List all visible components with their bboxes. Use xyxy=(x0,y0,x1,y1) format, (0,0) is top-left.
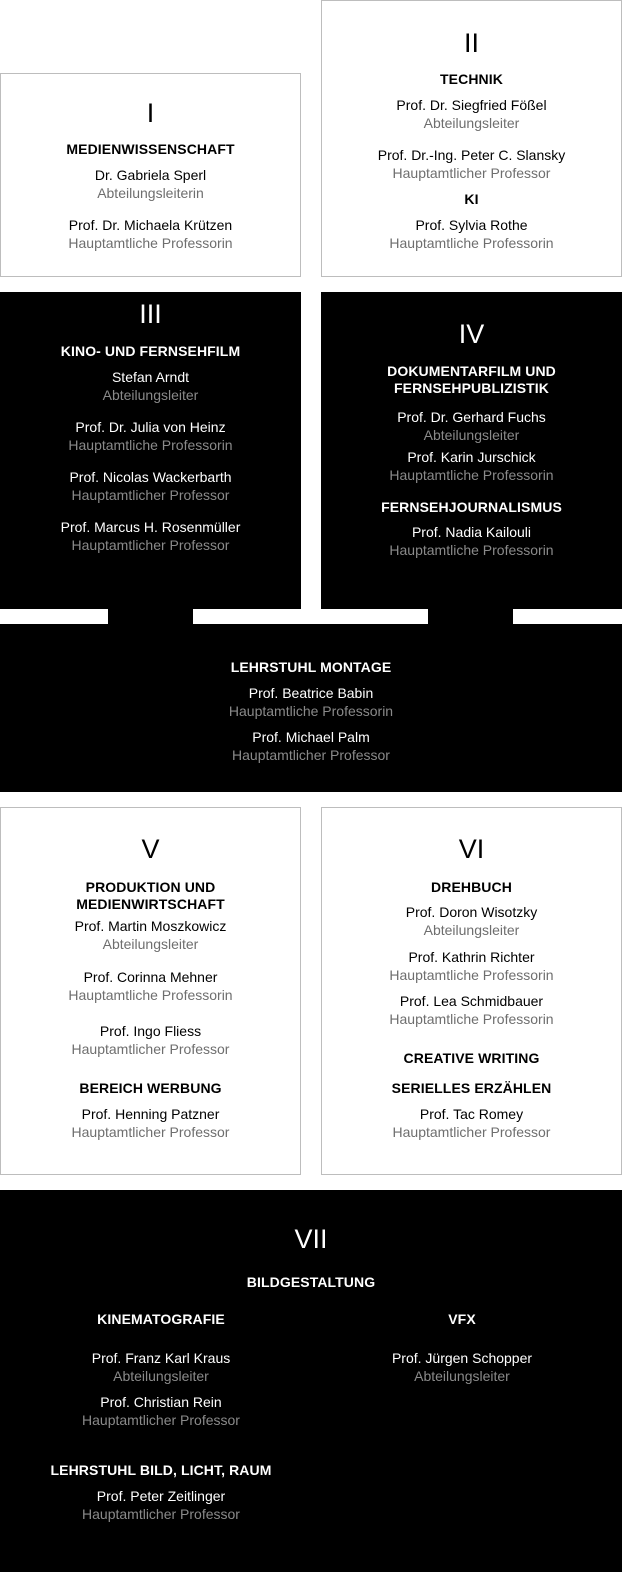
person-role: Hauptamtlicher Professor xyxy=(392,1124,551,1140)
section-ii xyxy=(321,0,622,277)
subsection-heading: VFX xyxy=(448,1311,476,1327)
person-name: Prof. Dr. Siegfried Fößel xyxy=(396,97,547,113)
person-role: Hauptamtlicher Professor xyxy=(232,747,390,763)
person-role: Hauptamtliche Professorin xyxy=(68,987,233,1003)
subsection-heading: BEREICH WERBUNG xyxy=(79,1080,222,1096)
person-name: Prof. Christian Rein xyxy=(100,1394,222,1410)
person-name: Prof. Michael Palm xyxy=(252,729,370,745)
section-heading: DREHBUCH xyxy=(431,879,512,895)
section-i xyxy=(0,73,301,277)
person-role: Hauptamtlicher Professor xyxy=(82,1506,240,1522)
person-role: Abteilungsleiter xyxy=(102,936,199,952)
person-role: Abteilungsleiter xyxy=(113,1368,209,1384)
person-name: Prof. Franz Karl Kraus xyxy=(91,1350,231,1366)
person-name: Prof. Sylvia Rothe xyxy=(415,217,528,233)
person-role: Hauptamtlicher Professor xyxy=(71,487,230,503)
section-numeral: I xyxy=(146,98,155,128)
person-name: Prof. Kathrin Richter xyxy=(408,949,535,965)
person-role: Abteilungsleiter xyxy=(423,922,520,938)
person-name: Prof. Henning Patzner xyxy=(81,1106,220,1122)
person-name: Prof. Tac Romey xyxy=(419,1106,524,1122)
person-role: Hauptamtlicher Professor xyxy=(71,537,230,553)
section-numeral: IV xyxy=(458,319,485,349)
section-numeral: III xyxy=(139,299,162,329)
section-heading: TECHNIK xyxy=(440,71,503,87)
person-name: Stefan Arndt xyxy=(111,369,190,385)
section-numeral: VII xyxy=(294,1224,328,1254)
subsection-heading: FERNSEHJOURNALISMUS xyxy=(381,499,562,515)
subsection-heading: KINEMATOGRAFIE xyxy=(97,1311,225,1327)
person-role: Hauptamtlicher Professor xyxy=(71,1041,230,1057)
person-role: Abteilungsleiter xyxy=(423,427,520,443)
section-vii xyxy=(0,1190,622,1572)
person-role: Abteilungsleiterin xyxy=(97,185,204,201)
section-montage xyxy=(0,624,622,792)
person-name: Prof. Dr.-Ing. Peter C. Slansky xyxy=(377,147,566,163)
person-name: Prof. Marcus H. Rosenmüller xyxy=(60,519,241,535)
person-name: Prof. Ingo Fliess xyxy=(99,1023,202,1039)
section-iii xyxy=(0,292,301,609)
person-name: Prof. Karin Jurschick xyxy=(407,449,536,465)
person-role: Hauptamtliche Professorin xyxy=(228,703,394,719)
person-role: Abteilungsleiter xyxy=(102,387,199,403)
person-role: Hauptamtliche Professorin xyxy=(68,235,233,251)
subsection-heading: KI xyxy=(464,191,479,207)
person-role: Hauptamtlicher Professor xyxy=(392,165,551,181)
person-role: Abteilungsleiter xyxy=(423,115,520,131)
person-name: Prof. Lea Schmidbauer xyxy=(399,993,544,1009)
section-heading: KINO- UND FERNSEHFILM xyxy=(60,343,241,359)
section-heading: BILDGESTALTUNG xyxy=(246,1274,376,1290)
person-name: Prof. Dr. Julia von Heinz xyxy=(75,419,226,435)
person-name: Prof. Peter Zeitlinger xyxy=(96,1488,226,1504)
section-iv xyxy=(321,292,622,609)
section-heading: PRODUKTION UND xyxy=(85,879,216,895)
section-heading: MEDIENWIRTSCHAFT xyxy=(76,896,225,912)
person-role: Hauptamtliche Professorin xyxy=(389,235,554,251)
person-name: Prof. Martin Moszkowicz xyxy=(74,918,227,934)
subsection-heading: SERIELLES ERZÄHLEN xyxy=(391,1080,552,1096)
person-role: Abteilungsleiter xyxy=(414,1368,510,1384)
section-heading: MEDIENWISSENSCHAFT xyxy=(66,141,235,157)
person-name: Prof. Jürgen Schopper xyxy=(391,1350,533,1366)
person-role: Hauptamtliche Professorin xyxy=(68,437,233,453)
section-numeral: II xyxy=(463,28,479,58)
person-role: Hauptamtlicher Professor xyxy=(71,1124,230,1140)
section-heading: FERNSEHPUBLIZISTIK xyxy=(393,380,550,396)
section-vi xyxy=(321,807,622,1175)
section-numeral: V xyxy=(141,834,160,864)
person-name: Prof. Doron Wisotzky xyxy=(405,904,538,920)
person-role: Hauptamtlicher Professor xyxy=(82,1412,240,1428)
person-name: Prof. Dr. Michaela Krützen xyxy=(68,217,233,233)
person-name: Prof. Nadia Kailouli xyxy=(411,524,532,540)
person-role: Hauptamtliche Professorin xyxy=(389,467,554,483)
person-name: Prof. Nicolas Wackerbarth xyxy=(69,469,232,485)
subsection-heading: CREATIVE WRITING xyxy=(403,1050,540,1066)
subsection-heading: LEHRSTUHL BILD, LICHT, RAUM xyxy=(50,1462,272,1478)
section-numeral: VI xyxy=(458,834,485,864)
section-heading: DOKUMENTARFILM UND xyxy=(387,363,556,379)
person-role: Hauptamtliche Professorin xyxy=(389,1011,554,1027)
section-heading: LEHRSTUHL MONTAGE xyxy=(230,659,392,675)
person-name: Prof. Corinna Mehner xyxy=(83,969,218,985)
person-name: Dr. Gabriela Sperl xyxy=(94,167,207,183)
person-name: Prof. Dr. Gerhard Fuchs xyxy=(397,409,546,425)
person-name: Prof. Beatrice Babin xyxy=(248,685,374,701)
person-role: Hauptamtliche Professorin xyxy=(389,967,554,983)
section-v xyxy=(0,807,301,1175)
person-role: Hauptamtliche Professorin xyxy=(389,542,554,558)
